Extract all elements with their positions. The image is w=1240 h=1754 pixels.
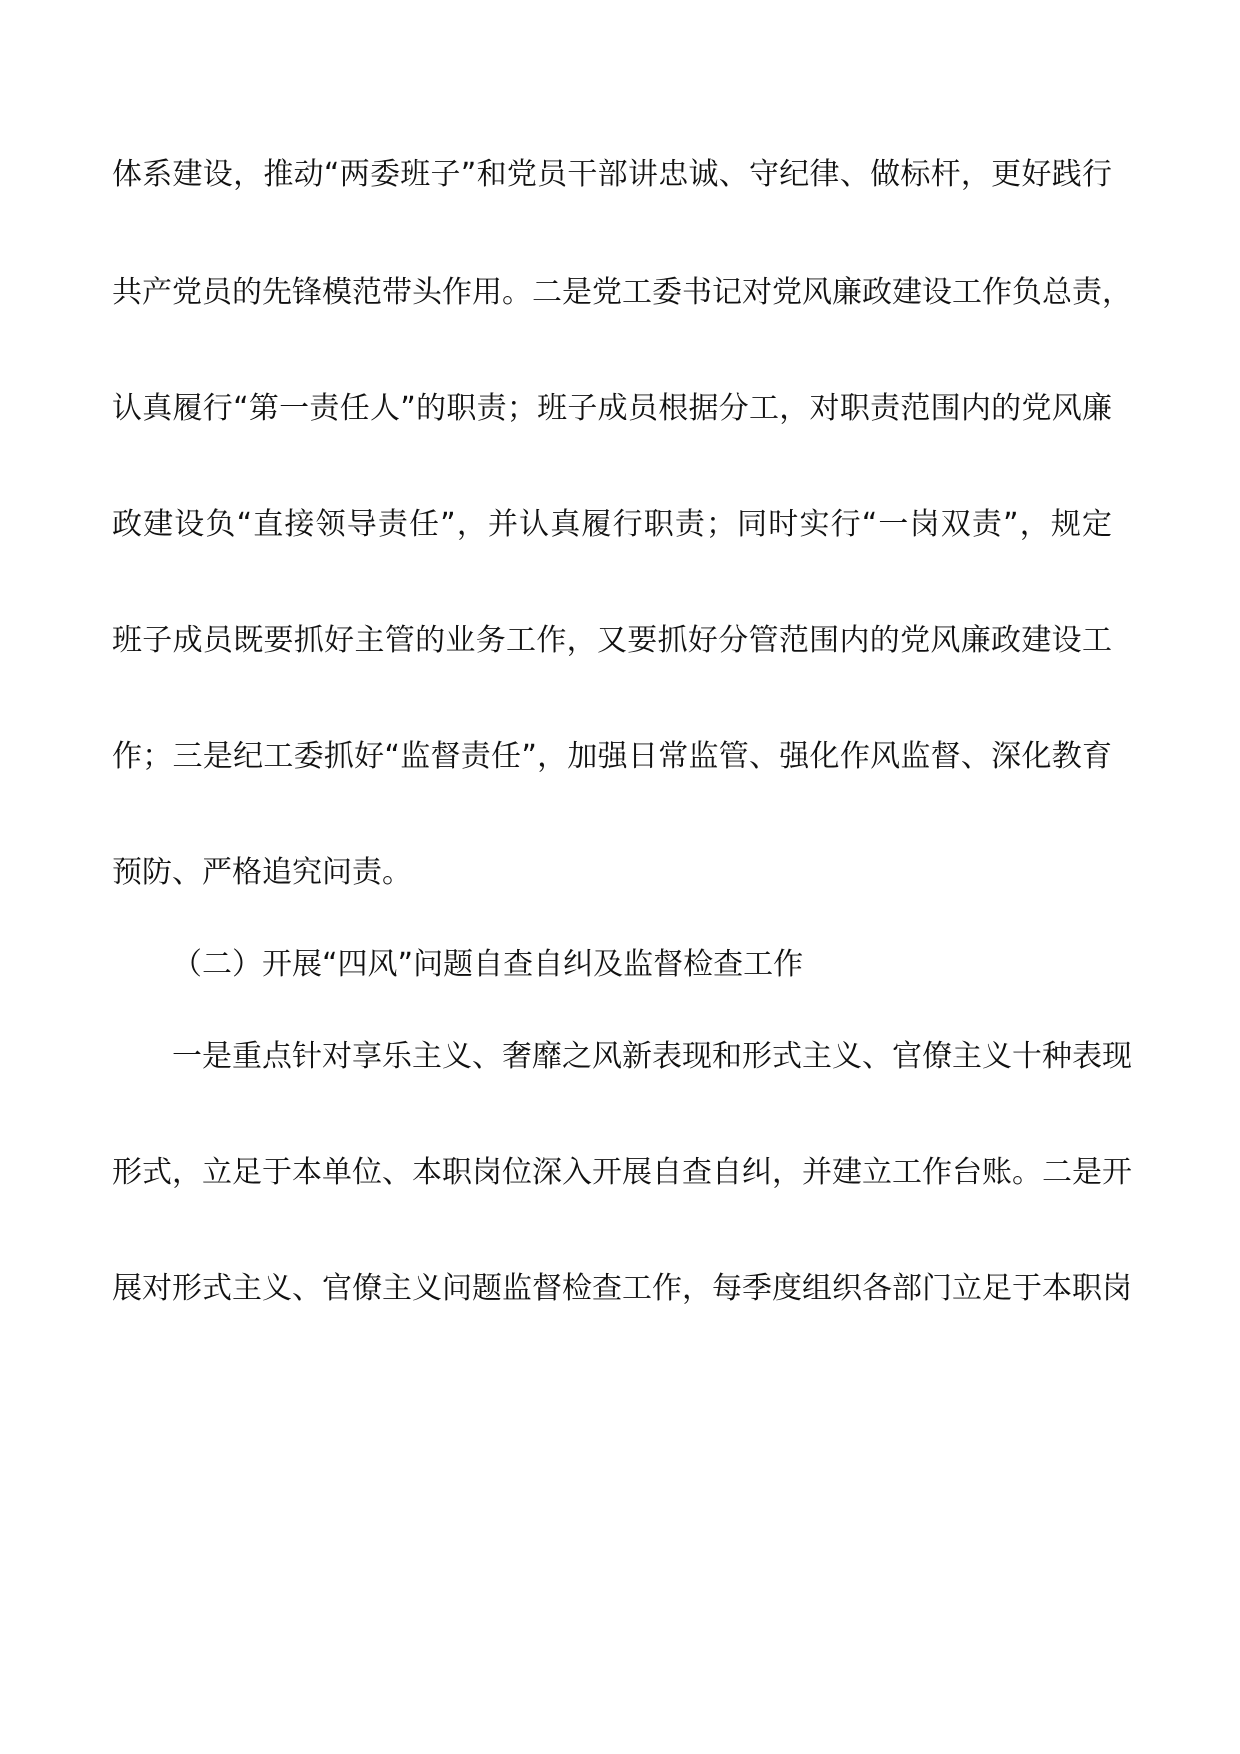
- paragraph-line: 预防、严格追究问责。: [112, 855, 412, 890]
- paragraph-line: 政建设负“直接领导责任”，并认真履行职责；同时实行“一岗双责”，规定: [112, 507, 1112, 542]
- paragraph-line: 一是重点针对享乐主义、奢靡之风新表现和形式主义、官僚主义十种表现: [172, 1039, 1132, 1074]
- paragraph-line: 共产党员的先锋模范带头作用。二是党工委书记对党风廉政建设工作负总责，: [112, 275, 1132, 310]
- paragraph-line: 体系建设，推动“两委班子”和党员干部讲忠诚、守纪律、做标杆，更好践行: [112, 157, 1112, 192]
- section-heading: （二）开展“四风”问题自查自纠及监督检查工作: [172, 947, 804, 982]
- paragraph-line: 认真履行“第一责任人”的职责；班子成员根据分工，对职责范围内的党风廉: [112, 391, 1112, 426]
- paragraph-line: 作；三是纪工委抓好“监督责任”，加强日常监管、强化作风监督、深化教育: [112, 739, 1112, 774]
- paragraph-line: 展对形式主义、官僚主义问题监督检查工作，每季度组织各部门立足于本职岗: [112, 1271, 1132, 1306]
- paragraph-line: 形式，立足于本单位、本职岗位深入开展自查自纠，并建立工作台账。二是开: [112, 1155, 1132, 1190]
- paragraph-line: 班子成员既要抓好主管的业务工作，又要抓好分管范围内的党风廉政建设工: [112, 623, 1112, 658]
